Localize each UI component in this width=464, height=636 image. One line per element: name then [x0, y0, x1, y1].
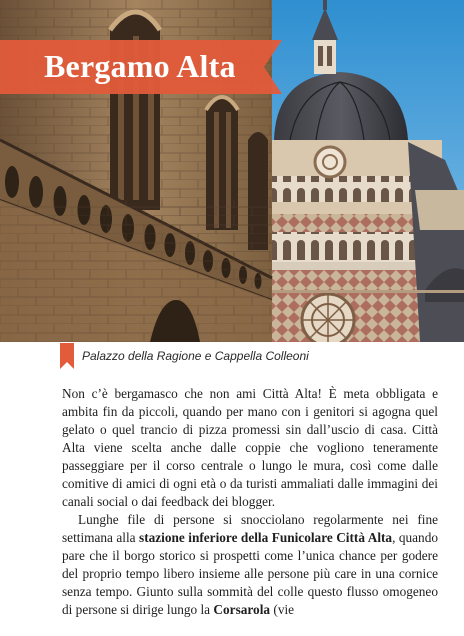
paragraph: Non c’è bergamasco che non ami Città Alta! È meta obbligata e ambita fin da piccoli, quando per mano con i genitori si agogna quel gelato o quel trancio di pizza promessi sin dall’uscio di casa. Città Alta viene scelta anche dalle coppie che vogliono teneramente passeggiare per il corso centrale o lungo le mura, così come dalle comitive di amici di ogni età o da turisti ammaliati dalle immagini dei canali social o dai feedback dei blogger.: [62, 386, 438, 509]
bookmark-ribbon-icon: [60, 343, 74, 369]
paragraph-text: , quando pare che il borgo storico si prospetti come l’unica chance per godere del proprio tempo libero insieme alle persone più care in una cornice senza tempo. Giunto sulla sommità del colle questo flusso omogeneo di persone si dirige lungo la: [62, 530, 439, 617]
highlight-funicolare: stazione inferiore della Funicolare Città Alta: [139, 530, 393, 545]
paragraph: [62, 511, 438, 619]
paragraph-text: (vie: [270, 602, 295, 617]
highlight-corsarola: Corsarola: [213, 602, 271, 617]
article-body: [62, 385, 438, 619]
photo-caption: Palazzo della Ragione e Cappella Colleoni: [82, 349, 309, 363]
page-title: Bergamo Alta: [44, 48, 236, 84]
paragraph-text: Lunghe file di persone si snocciolano regolarmente nei fine settimana alla: [62, 512, 438, 545]
